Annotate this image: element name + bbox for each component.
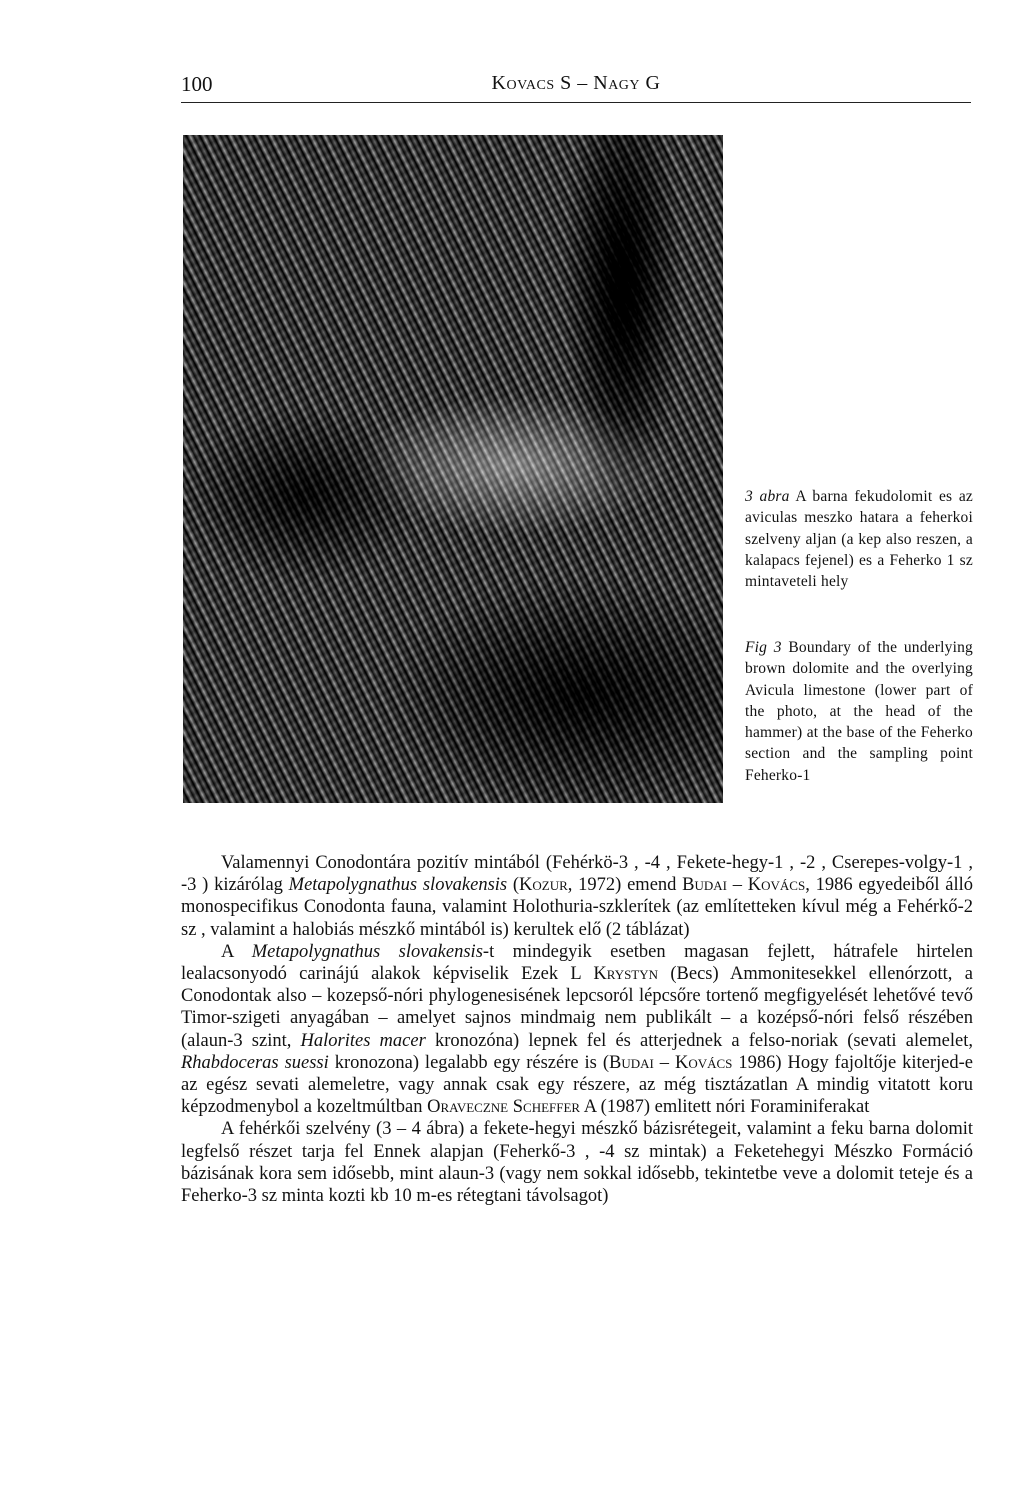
text-run: 1986) Hogy fajoltője kiterjed-e az egész sevati alemeletre, vagy annak csak egy részere, az még tisztázatlan A mindig vitatott koru képzodmenybol a kozeltmúltban (181, 1052, 974, 1118)
rock-outcrop-photo (183, 135, 723, 803)
taxon-name: Rhabdoceras suessi (181, 1052, 329, 1073)
author-name: Oraveczne Scheffer (427, 1097, 581, 1118)
taxon-name: Metapolygnathus slovakensis (251, 941, 483, 962)
figure-label-hu: 3 abra (745, 488, 790, 505)
text-run: -t mindegyik esetben magasan fejlett, hátrafele hirtelen lealacsonyodó carinájú alakok képviselik Ezek L (181, 941, 974, 985)
text-run: A (221, 941, 252, 962)
taxon-name: Metapolygnathus slovakensis (288, 875, 508, 896)
text-run: A fehérkői szelvény (3 – 4 ábra) a fekete-hegyi mészkő bázisrétegeit, valamint a feku barna dolomit legfelső részet tarja fel Ennek alapjan (Feherkő-3 , -4 sz mintak) a Feketehegyi Mészko Formáció bázisának kora sem idősebb, mint alaun-3 (vagy nem sokkal idősebb, tekintetbe veve a dolomit teteje és a Feherko-3 sz minta kozti kb 10 m-es rétegtani távolsagot) (181, 1119, 973, 1207)
page-number: 100 (181, 72, 213, 96)
running-head: Kovacs S – Nagy G (491, 72, 661, 94)
text-run: kronozona) legalabb egy részére is ( (328, 1052, 609, 1073)
body-text (181, 852, 973, 1207)
paragraph-2 (181, 941, 973, 1119)
page-header (181, 72, 971, 103)
author-name: Kozur (519, 875, 568, 896)
text-run: A (1987) emlitett nóri Foraminiferakat (580, 1097, 870, 1118)
paragraph-3 (181, 1118, 973, 1207)
text-run: ( (507, 875, 520, 896)
caption-text-en: Boundary of the underlying brown dolomite and the overlying Avicula limestone (lower part of the photo, at the head of the hammer) at the base of the Feherko section and the sampling point Feherko-1 (745, 639, 973, 784)
text-run: kronozóna) lepnek fel és atterjednek a felso-noriak (sevati alemelet, (425, 1030, 974, 1051)
text-run: , 1972) emend (567, 875, 683, 896)
text-run: , 1986 egyedeiből álló monospecifikus Conodonta fauna, valamint Holothuria-szklerítek (az említetteken kívul még a Fehérkő-2 sz , valamint a halobiás mészkő mintából is) kerultek elő (2 táblázat) (181, 875, 973, 940)
figure-label-en: Fig 3 (745, 639, 782, 656)
paragraph-1 (181, 852, 973, 941)
text-run: Valamennyi Conodontára pozitív mintából (Fehérkö-3 , -4 , Fekete-hegy-1 , -2 , Cserepes-volgy-1 , -3 ) kizárólag (181, 853, 973, 896)
text-run: (Becs) Ammonitesekkel ellenórzott, a Conodontak also – kozepső-nóri phylogenesisének lepcsoról lépcsőre tortenő megfigyelését lehetővé tevő Timor-szigeti anyagában – amelyet sajnos mindmaig nem publikált – a kozépső-nóri felső részében (alaun-3 szint, (181, 964, 973, 1051)
author-name: Krystyn (593, 964, 659, 985)
author-name: Budai – Kovács (682, 875, 806, 896)
figure-caption-hungarian (745, 486, 973, 592)
figure-caption-english (745, 637, 973, 786)
author-name: Budai – Kovács (608, 1052, 733, 1073)
taxon-name: Halorites macer (300, 1030, 426, 1051)
caption-text-hu: A barna fekudolomit es az aviculas meszko hatara a feherkoi szelveny aljan (a kep also reszen, a kalapacs fejenel) es a Feherko 1 sz mintaveteli hely (745, 488, 974, 591)
